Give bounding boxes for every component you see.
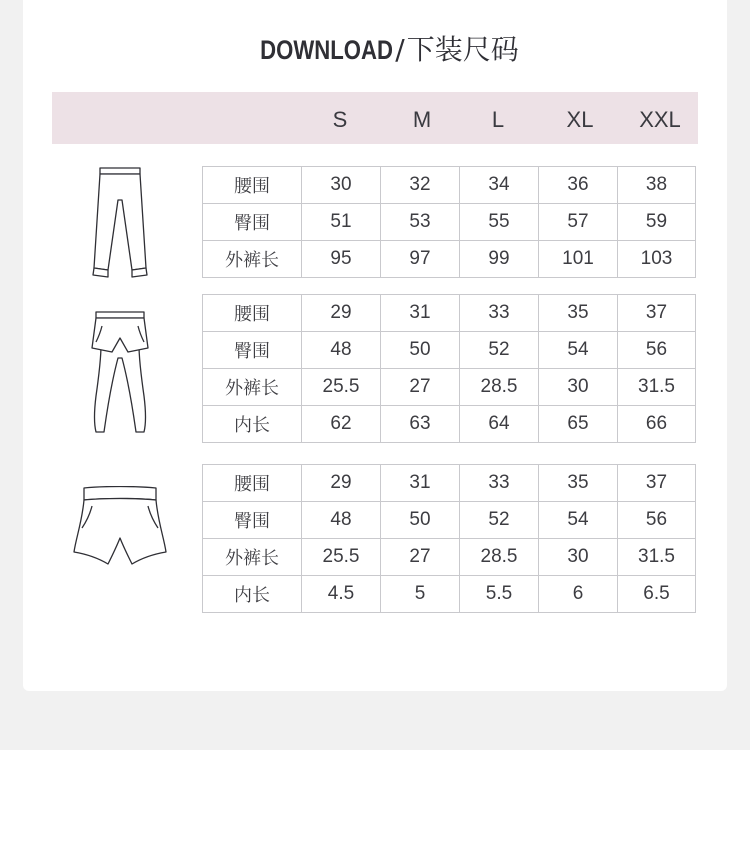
size-value: 29 [302,295,381,332]
measure-label: 臀围 [203,204,302,241]
size-value: 27 [381,369,460,406]
measure-label: 腰围 [203,295,302,332]
size-value: 37 [618,295,696,332]
measure-label: 外裤长 [203,369,302,406]
size-value: 33 [460,465,539,502]
size-value: 31.5 [618,369,696,406]
size-value: 55 [460,204,539,241]
size-value: 101 [539,241,618,278]
size-value: 31 [381,295,460,332]
size-value: 30 [539,369,618,406]
size-value: 103 [618,241,696,278]
table-row [203,332,696,369]
size-value: 5.5 [460,576,539,613]
size-value: 48 [302,332,381,369]
size-header-m: M [412,107,432,132]
table-row [203,406,696,443]
measure-label: 内长 [203,576,302,613]
size-value: 52 [460,502,539,539]
size-value: 25.5 [302,539,381,576]
size-header-l: L [491,107,505,132]
size-value: 50 [381,502,460,539]
size-value: 38 [618,167,696,204]
size-value: 32 [381,167,460,204]
size-header-xxl: XXL [639,107,681,132]
shorts-icon [72,486,168,568]
size-value: 52 [460,332,539,369]
size-value: 54 [539,502,618,539]
size-value: 99 [460,241,539,278]
table-row [203,369,696,406]
size-value: 64 [460,406,539,443]
size-header-xl: XL [566,107,594,132]
size-header-bar [52,92,698,144]
size-value: 66 [618,406,696,443]
shorts-with-leggings-icon [88,308,152,436]
size-value: 31 [381,465,460,502]
size-value: 54 [539,332,618,369]
size-value: 97 [381,241,460,278]
shorts-leggings-size-table [202,294,696,443]
size-value: 5 [381,576,460,613]
measure-label: 内长 [203,406,302,443]
size-value: 62 [302,406,381,443]
measure-label: 臀围 [203,332,302,369]
table-row [203,204,696,241]
size-value: 95 [302,241,381,278]
table-row [203,167,696,204]
size-header-s: S [332,107,348,132]
measure-label: 腰围 [203,167,302,204]
size-value: 28.5 [460,539,539,576]
size-value: 59 [618,204,696,241]
size-value: 30 [302,167,381,204]
size-value: 4.5 [302,576,381,613]
measure-label: 外裤长 [203,241,302,278]
size-value: 37 [618,465,696,502]
size-value: 6.5 [618,576,696,613]
measure-label: 外裤长 [203,539,302,576]
size-value: 57 [539,204,618,241]
size-value: 6 [539,576,618,613]
size-value: 56 [618,502,696,539]
size-value: 56 [618,332,696,369]
long-pants-size-table [202,166,696,278]
size-value: 51 [302,204,381,241]
size-value: 53 [381,204,460,241]
size-value: 27 [381,539,460,576]
size-value: 36 [539,167,618,204]
table-row [203,539,696,576]
size-value: 50 [381,332,460,369]
measure-label: 臀围 [203,502,302,539]
measure-label: 腰围 [203,465,302,502]
size-value: 65 [539,406,618,443]
page-title [0,30,750,70]
size-value: 28.5 [460,369,539,406]
title-separator: / [395,33,405,66]
title-english: DOWNLOAD [260,35,394,65]
table-row [203,576,696,613]
title-chinese: 下装尺码 [406,33,519,66]
shorts-size-table [202,464,696,613]
table-row [203,295,696,332]
long-pants-icon [88,164,152,282]
size-value: 25.5 [302,369,381,406]
size-value: 30 [539,539,618,576]
size-value: 33 [460,295,539,332]
table-row [203,241,696,278]
size-value: 29 [302,465,381,502]
size-value: 48 [302,502,381,539]
table-row [203,502,696,539]
size-value: 31.5 [618,539,696,576]
size-value: 35 [539,465,618,502]
size-value: 63 [381,406,460,443]
size-value: 35 [539,295,618,332]
size-value: 34 [460,167,539,204]
table-row [203,465,696,502]
